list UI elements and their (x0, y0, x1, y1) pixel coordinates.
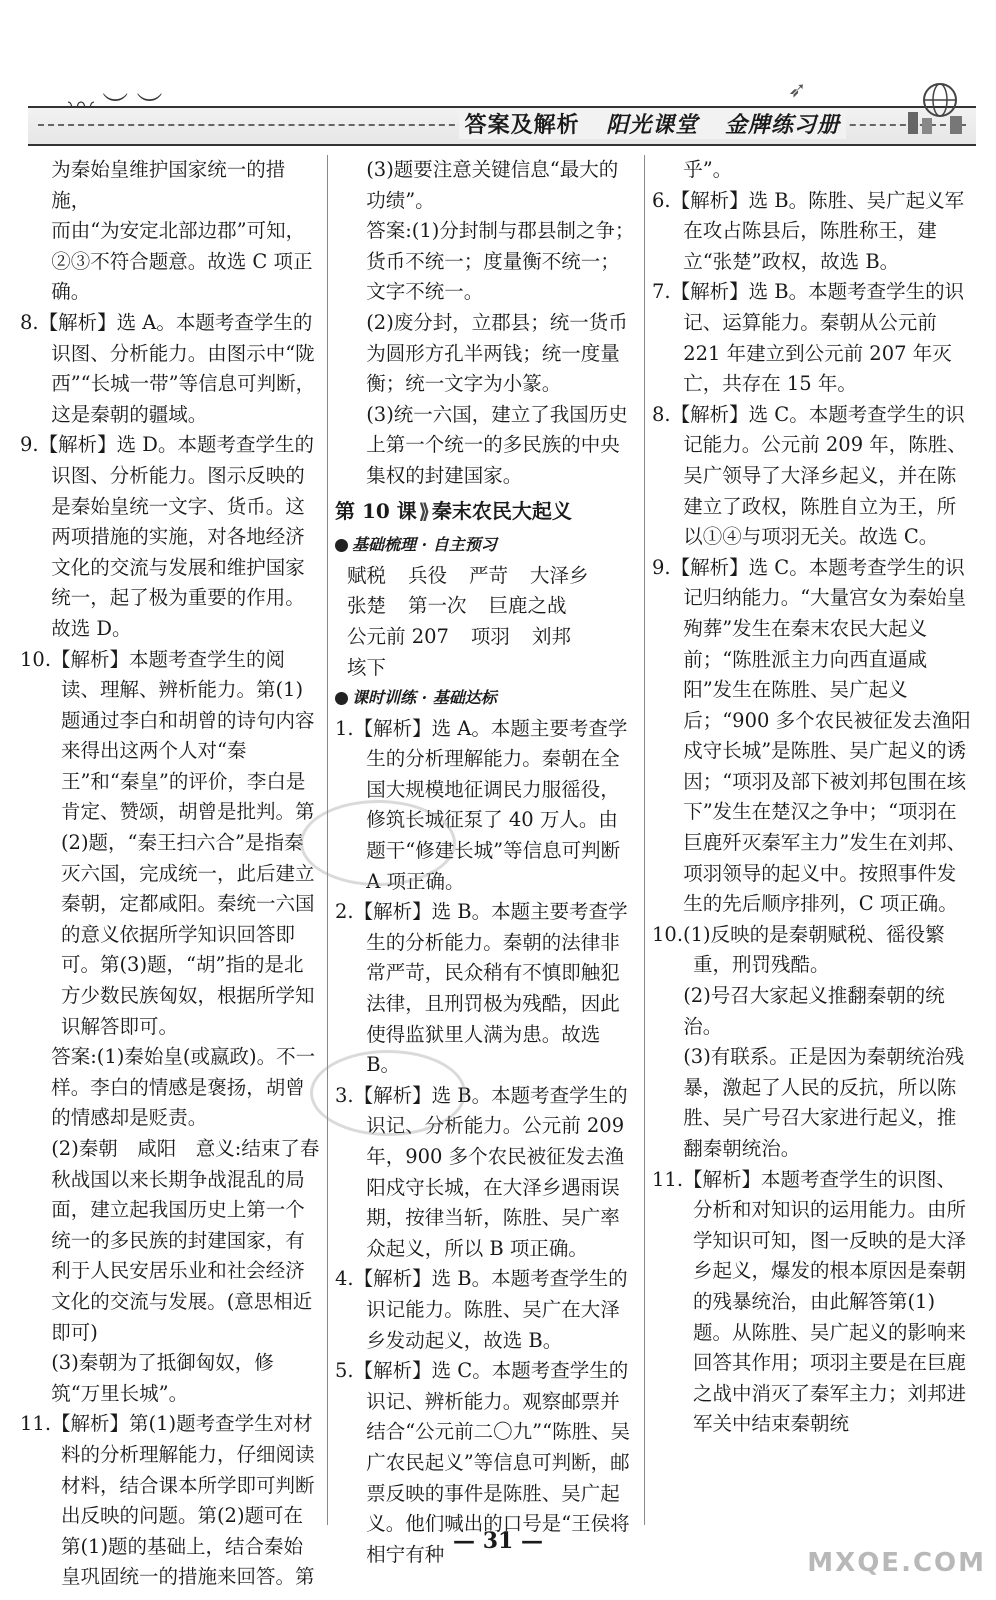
column-divider-2 (644, 155, 645, 1525)
answer-paragraph: 而由“为安定北部边郡”可知， (51, 219, 306, 243)
term: 张楚 (347, 594, 387, 618)
chevron-icon: ⟫ (418, 498, 430, 523)
answer-paragraph: (3)统一六国，建立了我国历史上第一个统一的多民族的中央集权的封建国家。 (366, 402, 628, 487)
page-header (28, 78, 976, 148)
answer-paragraph: 7.【解析】选 B。本题考查学生的识记、运算能力。秦朝从公元前 221 年建立到公元前 207 年灭亡，共存在 15 年。 (652, 280, 965, 396)
answer-paragraph: (3)秦朝为了抵御匈奴，修筑“万里长城”。 (51, 1351, 274, 1405)
answer-paragraph: 11.【解析】本题考查学生的识图、分析和对知识的运用能力。由所学知识可知，图一反映的是大泽乡起义，爆发的根本原因是秦朝的残暴统治，由此解答第(1)题。从陈胜、吴广起义的影响来回答其作用；项羽主要是在巨鹿之战中消灭了秦军主力；刘邦进军关中结束秦朝统 (652, 1167, 966, 1436)
column-3 (652, 155, 972, 1440)
header-title (459, 108, 846, 139)
term: 刘邦 (531, 624, 571, 648)
terms-row (347, 622, 635, 683)
terms-row (347, 561, 635, 592)
site-watermark: MXQE.COM (807, 1548, 986, 1578)
answer-paragraph: 9.【解析】选 D。本题考查学生的识图、分析能力。图示反映的是秦始皇统一文字、货币。这两项措施的实施，对各地经济文化的交流与发展和维护国家统一，起了极为重要的作用。故选 D。 (20, 433, 314, 640)
answer-paragraph: 10.(1)反映的是秦朝赋税、徭役繁重，刑罚残酷。 (652, 922, 945, 977)
term: 巨鹿之战 (488, 594, 567, 618)
key-terms (335, 561, 635, 683)
answers-lesson-9 (335, 155, 635, 492)
answer-paragraph: (2)废分封，立郡县；统一货币为圆形方孔半两钱；统一度量衡；统一文字为小篆。 (366, 310, 628, 396)
paper-plane-icon: ➶ (788, 78, 807, 103)
series-name: 阳光课堂 (606, 112, 699, 138)
term: 严苛 (469, 563, 509, 587)
section-heading-practice: 课时训练 · 基础达标 (335, 683, 635, 714)
term: 垓下 (347, 655, 387, 679)
term: 公元前 207 (347, 624, 449, 648)
lesson-title (335, 496, 635, 527)
answer-paragraph: (3)有联系。正是因为秦朝统治残暴，激起了人民的反抗，所以陈胜、吴广号召大家进行起义，推翻秦朝统治。 (683, 1045, 965, 1160)
answer-paragraph: 1.【解析】选 A。本题主要考查学生的分析理解能力。秦朝在全国大规模地征调民力服徭役，修筑长城征泵了 40 万人。由题干“修建长城”等信息可判断 A 项正确。 (335, 716, 628, 893)
answer-paragraph: 为秦始皇维护国家统一的措施， (51, 158, 286, 212)
answer-paragraph: (2)号召大家起义推翻秦朝的统治。 (683, 984, 945, 1038)
answer-paragraph: 答案:(1)秦始皇(或嬴政)。不一样。李白的情感是褒扬，胡曾的情感却是贬责。 (51, 1045, 316, 1130)
answer-paragraph: 11.【解析】第(1)题考查学生对材料的分析理解能力，仔细阅读材料，结合课本所学即可判断出反映的问题。第(2)题可在第(1)题的基础上，结合秦始皇巩固统一的措施来回答。第 (20, 1412, 315, 1589)
term: 大泽乡 (530, 563, 589, 587)
answer-paragraph: 10.【解析】本题考查学生的阅读、理解、辨析能力。第(1)题通过李白和胡曾的诗句内容来得出这两个人对“秦王”和“秦皇”的评价，李白是肯定、赞颂，胡曾是批判。第(2)题，“秦王扫六合”是指秦灭六国，完成统一，此后建立秦朝，定都咸阳。秦统一六国的意义依据所学知识回答即可。第(3)题，“胡”指的是北方少数民族匈奴，根据所学知识解答即可。 (20, 647, 315, 1038)
answer-paragraph: 答案:(1)分封制与郡县制之争；货币不统一；度量衡不统一；文字不统一。 (366, 219, 635, 304)
watermark-stamp (300, 800, 456, 886)
answer-paragraph: 8.【解析】选 A。本题考查学生的识图、分析能力。由图示中“陇西”“长城一带”等信息可判断，这是秦朝的疆域。 (20, 310, 316, 426)
term: 兵役 (408, 563, 448, 587)
lesson-number: 第 10 课 (335, 498, 417, 523)
answers-label: 答案及解析 (464, 112, 580, 138)
answer-paragraph: 3.【解析】选 B。本题考查学生的识记、分析能力。公元前 209 年，900 多个农民被征发去渔阳戍守长城，在大泽乡遇雨误期，按律当斩，陈胜、吴广率众起义，所以 B 项正确。 (335, 1083, 628, 1260)
term: 项羽 (470, 624, 510, 648)
bullet-icon (335, 539, 348, 552)
term: 第一次 (408, 594, 467, 618)
page-number: — 31 — (453, 1528, 543, 1554)
answer-paragraph: (3)题要注意关键信息“最大的功绩”。 (366, 158, 619, 212)
lesson-name: 秦末农民大起义 (431, 498, 572, 523)
section-heading-basics: 基础梳理 · 自主预习 (335, 530, 635, 561)
column-1 (20, 155, 320, 1593)
term: 赋税 (347, 563, 387, 587)
answer-paragraph: 9.【解析】选 C。本题考查学生的识记归纳能力。“大量宫女为秦始皇殉葬”发生在秦末农民大起义前；“陈胜派主力向西直逼咸阳”发生在陈胜、吴广起义后；“900 多个农民被征发去渔阳戍守长城”是陈胜、吴广起义的诱因；“项羽及部下被刘邦包围在垓下”发生在楚汉之争中；“项羽在巨鹿歼灭秦军主力”发生在刘邦、项羽领导的起义中。按照事件发生的先后顺序排列，C 项正确。 (652, 555, 971, 916)
terms-row (347, 591, 635, 622)
book-name: 金牌练习册 (724, 112, 840, 138)
answer-paragraph: 6.【解析】选 B。陈胜、吴广起义军在攻占陈县后，陈胜称王，建立“张楚”政权，故选 B。 (652, 188, 965, 273)
globe-deco-icon (900, 78, 970, 138)
answer-paragraph: ②③不符合题意。故选 C 项正确。 (51, 249, 313, 304)
watermark-stamp (310, 1050, 466, 1136)
answer-paragraph: 2.【解析】选 B。本题主要考查学生的分析能力。秦朝的法律非常严苛，民众稍有不慎即触犯法律，且刑罚极为残酷，因此使得监狱里人满为患。故选 B。 (335, 900, 628, 1077)
answer-paragraph: (2)秦朝 咸阳 意义:结束了春秋战国以来长期争战混乱的局面，建立起我国历史上第一个统一的多民族的封建国家，有利于人民安居乐业和社会经济文化的交流与发展。(意思相近即可) (51, 1137, 320, 1344)
bullet-icon (335, 692, 348, 705)
answer-paragraph: 乎”。 (683, 158, 733, 181)
answer-paragraph: 5.【解析】选 C。本题考查学生的识记、辨析能力。观察邮票并结合“公元前二〇九”“陈胜、吴广农民起义”等信息可判断，邮票反映的事件是陈胜、吴广起义。他们喊出的口号是“王侯将相宁有种 (335, 1359, 631, 1566)
answer-paragraph: 8.【解析】选 C。本题考查学生的识记能力。公元前 209 年，陈胜、吴广领导了大泽乡起义，并在陈建立了政权，陈胜自立为王，所以①④与项羽无关。故选 C。 (652, 402, 967, 549)
answer-paragraph: 4.【解析】选 B。本题考查学生的识记能力。陈胜、吴广在大泽乡发动起义，故选 B。 (335, 1267, 628, 1352)
